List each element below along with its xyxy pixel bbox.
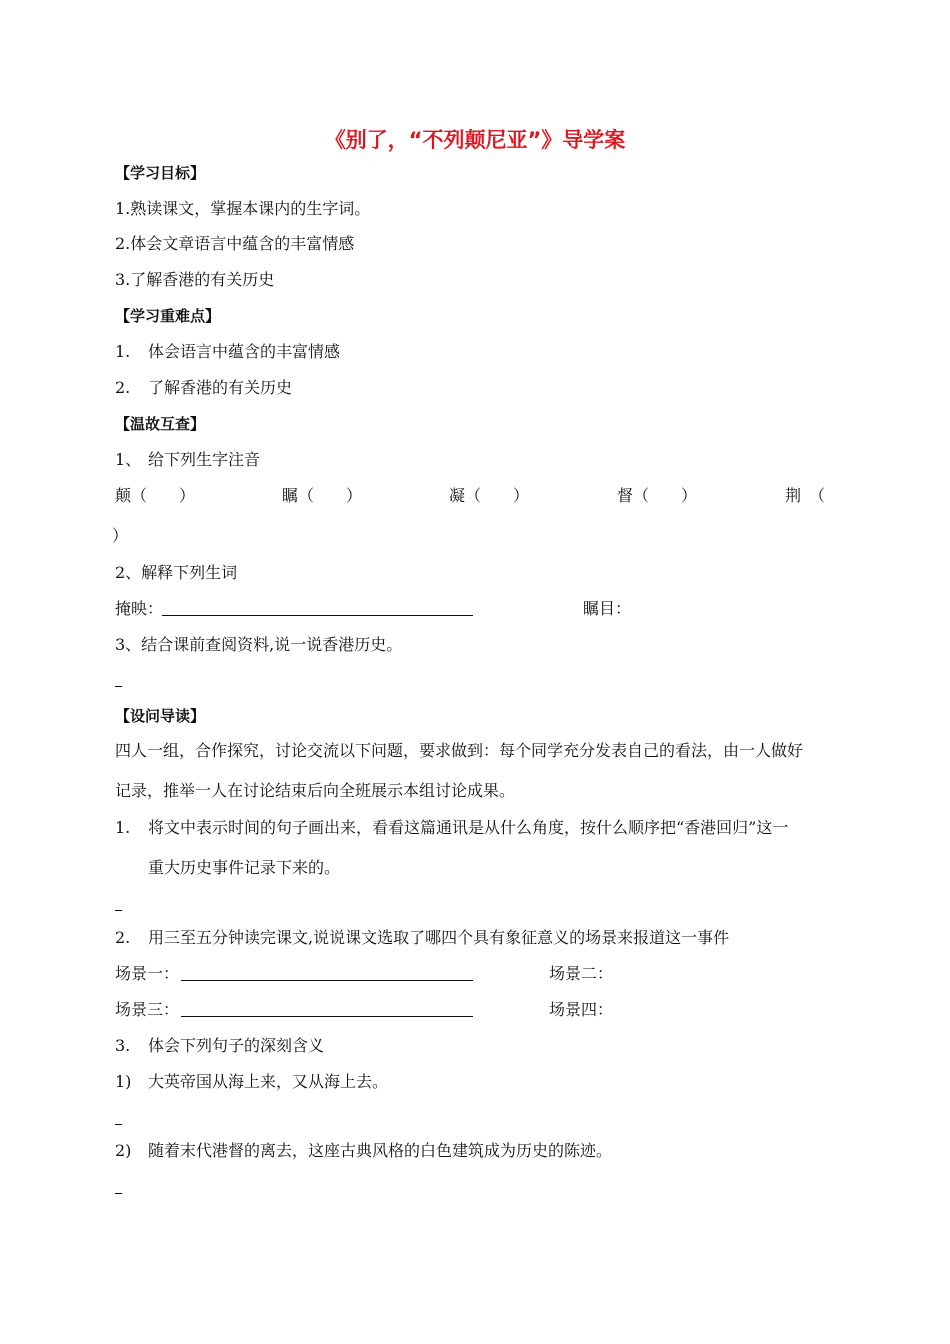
guide-intro-line-1: 四人一组，合作探究，讨论交流以下问题，要求做到：每个同学充分发表自己的看法，由一人做好 [115, 741, 804, 760]
answer-line[interactable] [115, 910, 122, 911]
pinyin-char-3: 凝（ ） [449, 486, 530, 505]
key-point-2 [115, 378, 292, 398]
scene-2-label: 场景二： [549, 964, 614, 983]
guide-q1-num: 1. [115, 818, 131, 837]
page-title: 《别了，“不列颠尼亚”》导学案 [324, 128, 626, 152]
answer-line[interactable] [115, 1124, 122, 1125]
sentence-2-num: 2) [115, 1141, 132, 1160]
pinyin-char-1: 颠（ ） [115, 486, 196, 505]
key-points-heading: 【学习重难点】 [115, 307, 221, 325]
scene-3-blank[interactable] [181, 1016, 473, 1017]
guide-intro-line-2: 记录，推举一人在讨论结束后向全班展示本组讨论成果。 [115, 781, 516, 800]
guide-q2-num: 2. [115, 928, 131, 947]
guide-q2 [115, 928, 729, 948]
goals-heading: 【学习目标】 [115, 164, 206, 182]
sentence-1-text: 大英帝国从海上来，又从海上去。 [148, 1072, 389, 1091]
goal-item-1: 1.熟读课文，掌握本课内的生字词。 [115, 199, 371, 218]
guide-q1 [115, 818, 788, 838]
sentence-1 [115, 1072, 388, 1092]
guide-q2-text: 用三至五分钟读完课文,说说课文选取了哪四个具有象征意义的场景来报道这一事件 [148, 928, 730, 947]
guide-q3-num: 3. [115, 1036, 131, 1055]
word-yanying-blank[interactable] [162, 615, 473, 616]
review-q3: 3、结合课前查阅资料,说一说香港历史。 [115, 635, 403, 654]
pinyin-char-2: 瞩（ ） [282, 486, 363, 505]
guide-q1-line-1: 将文中表示时间的句子画出来，看看这篇通讯是从什么角度，按什么顺序把“香港回归”这一 [148, 818, 789, 837]
sentence-1-num: 1) [115, 1072, 132, 1091]
guide-q1-line-2: 重大历史事件记录下来的。 [148, 858, 341, 877]
review-heading: 【温故互查】 [115, 415, 206, 433]
scene-1-label: 场景一： [115, 964, 180, 983]
guide-q3 [115, 1036, 324, 1056]
scene-4-label: 场景四： [549, 1000, 614, 1019]
review-q2: 2、解释下列生词 [115, 563, 238, 582]
goal-item-3: 3.了解香港的有关历史 [115, 270, 275, 289]
key-point-1 [115, 342, 340, 362]
word-zhumu-label: 瞩目： [583, 599, 632, 618]
guide-q3-text: 体会下列句子的深刻含义 [148, 1036, 325, 1055]
guide-heading: 【设问导读】 [115, 707, 206, 725]
review-q1-text: 给下列生字注音 [148, 450, 261, 469]
review-q1 [115, 450, 260, 470]
key-point-1-num: 1. [115, 342, 131, 361]
review-q1-num: 1、 [115, 450, 142, 469]
goal-item-2: 2.体会文章语言中蕴含的丰富情感 [115, 234, 355, 253]
key-point-1-text: 体会语言中蕴含的丰富情感 [148, 342, 341, 361]
pinyin-char-5-close: ） [112, 526, 129, 545]
sentence-2-text: 随着末代港督的离去，这座古典风格的白色建筑成为历史的陈迹。 [148, 1141, 613, 1160]
pinyin-char-4: 督（ ） [617, 486, 698, 505]
pinyin-char-5: 荆 （ [785, 486, 826, 505]
key-point-2-text: 了解香港的有关历史 [148, 378, 293, 397]
answer-line[interactable] [115, 686, 122, 687]
answer-line[interactable] [115, 1193, 122, 1194]
word-yanying-label: 掩映： [115, 599, 164, 618]
key-point-2-num: 2. [115, 378, 131, 397]
sentence-2 [115, 1141, 612, 1161]
scene-1-blank[interactable] [181, 980, 473, 981]
scene-3-label: 场景三： [115, 1000, 180, 1019]
